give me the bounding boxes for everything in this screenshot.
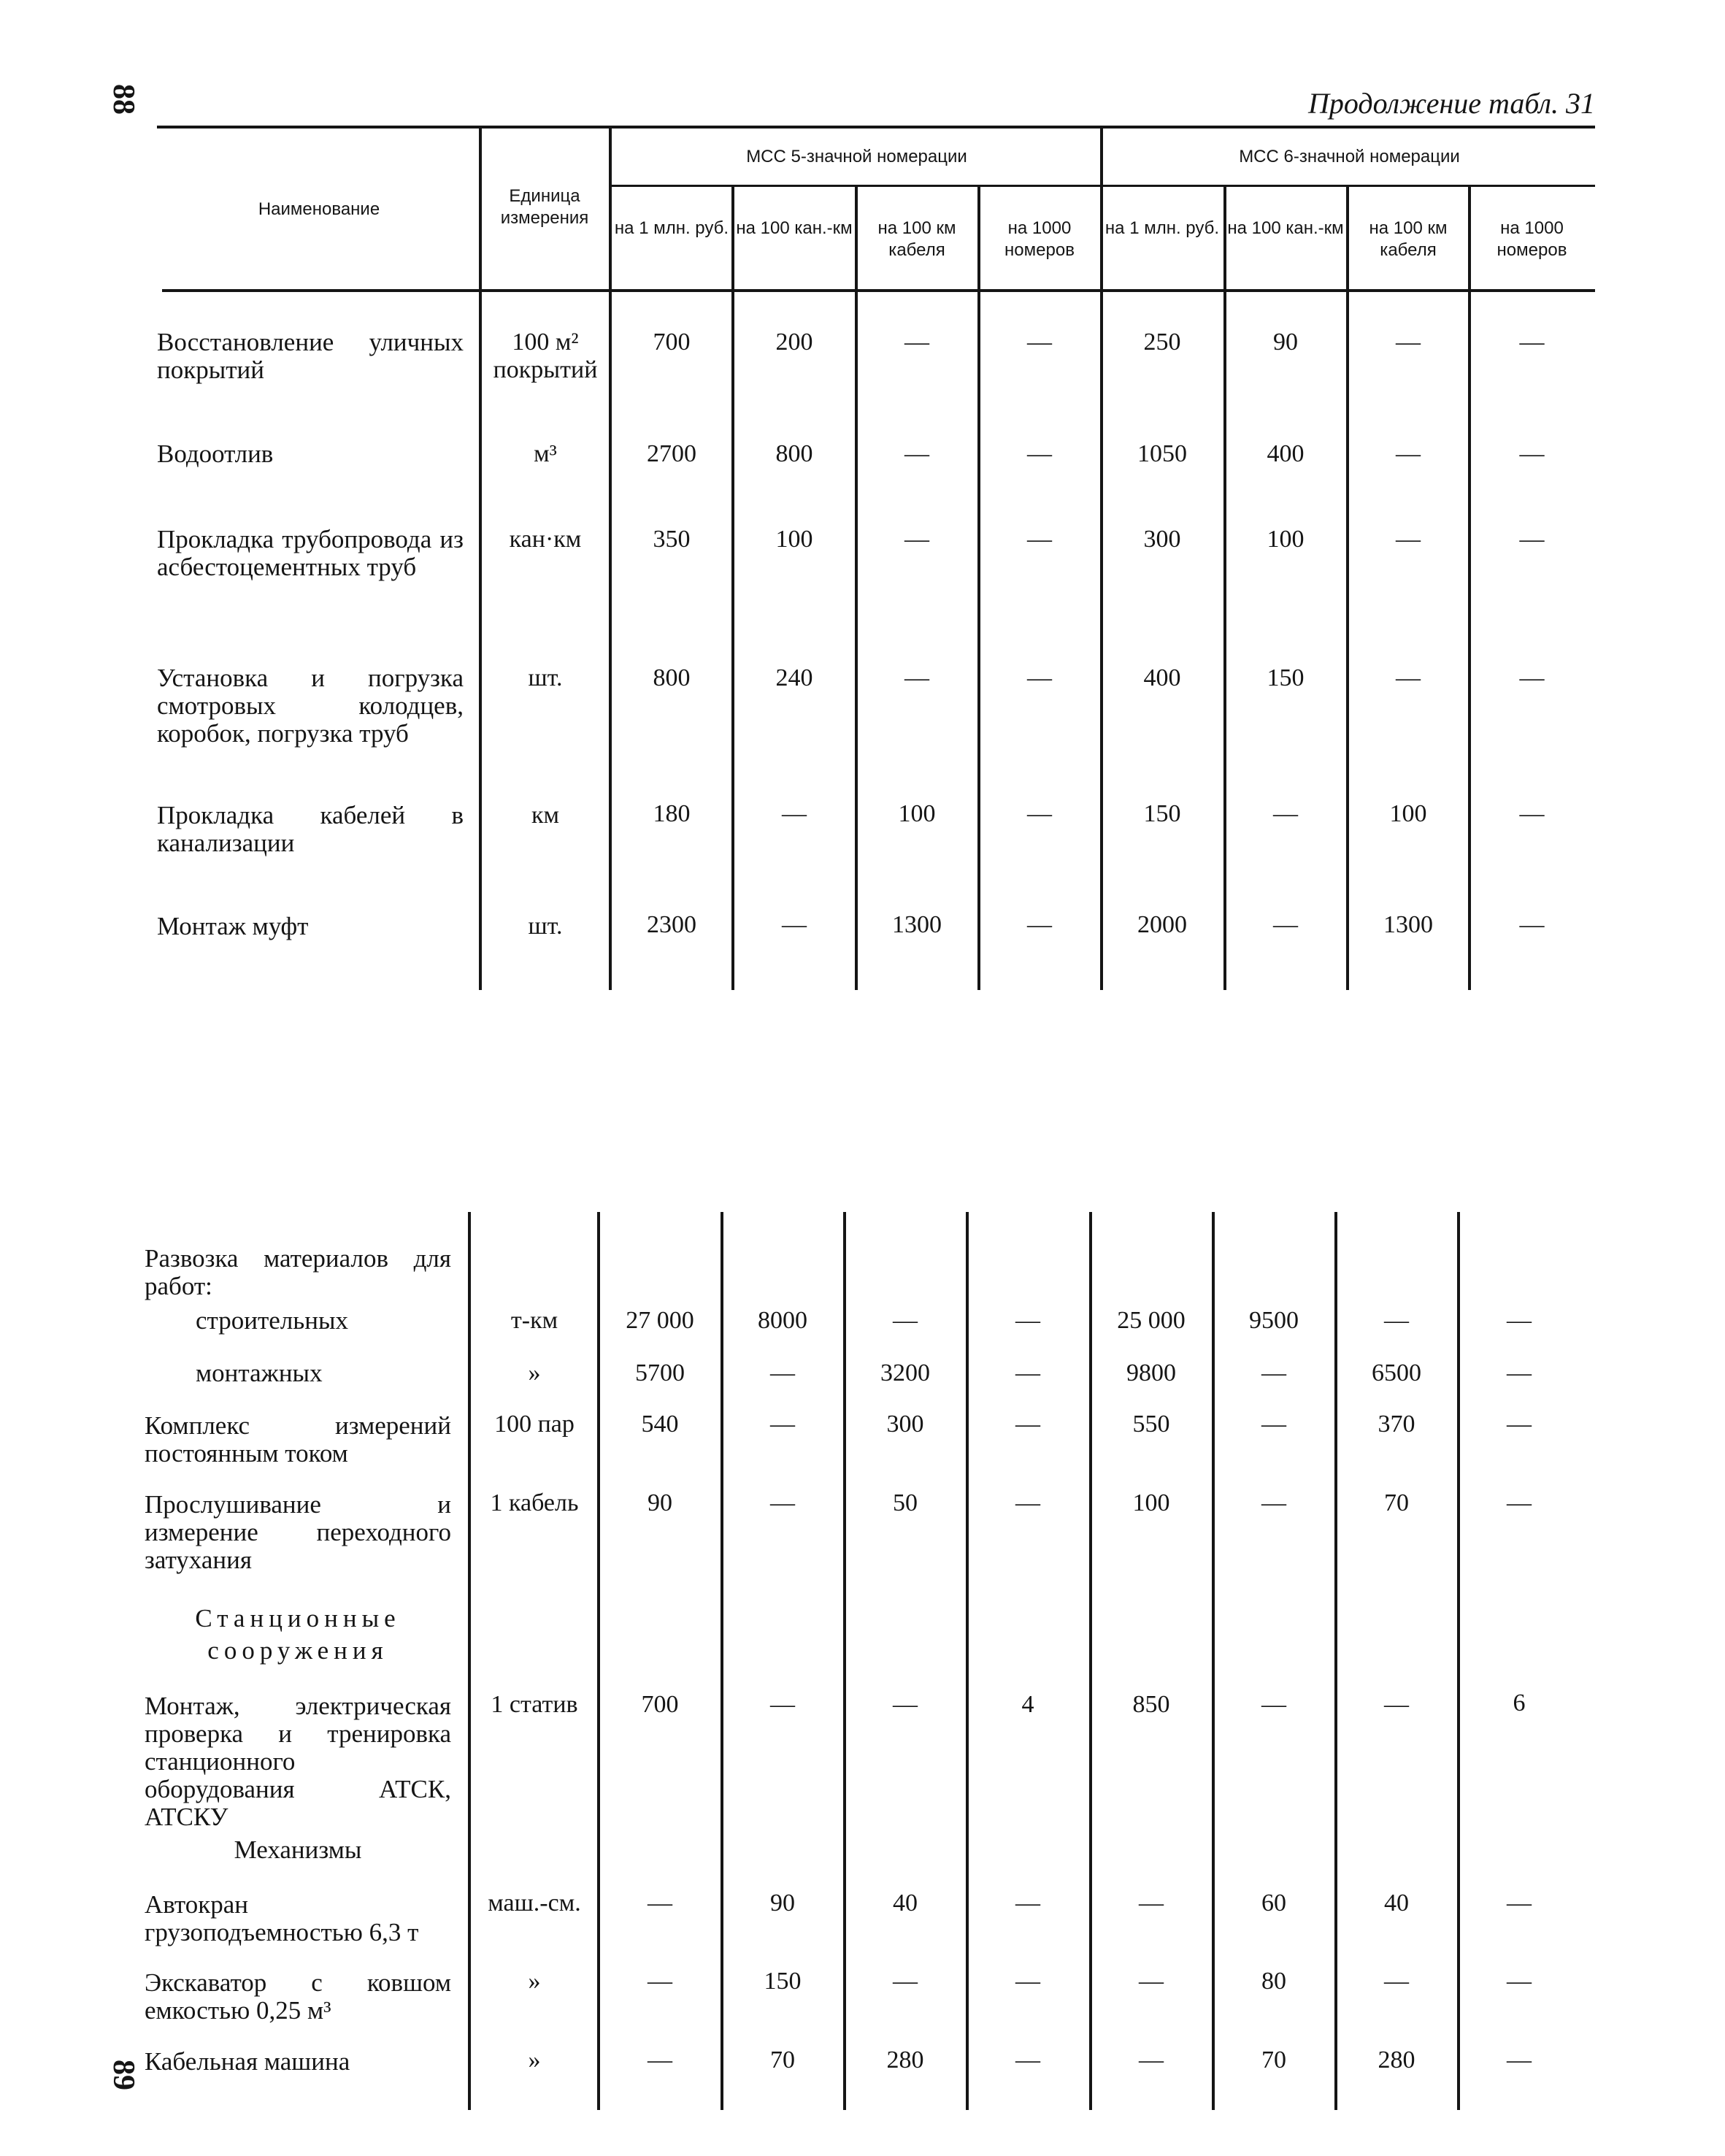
heading-materials: Развозка материалов для работ: [145,1244,451,1300]
section-station: Станционные сооружения [195,1604,401,1665]
row-unit: » [528,2046,541,2073]
page-number-top: 88 [107,84,140,115]
row-value: 2300 [647,911,696,938]
row-name: монтажных [196,1359,323,1387]
table-caption: Продолжение табл. 31 [1307,87,1595,120]
row-value: — [1519,911,1545,938]
row-value: — [782,800,807,827]
row-value: — [1139,1968,1164,1995]
row-value: 800 [775,440,813,467]
row-value: — [1015,1489,1040,1516]
row-value: 9800 [1126,1359,1176,1386]
row-value: — [782,911,807,938]
row-unit: кан·км [509,526,582,553]
row-value: 540 [641,1411,679,1438]
row-value: — [1015,1968,1040,1995]
row-value: 800 [653,664,691,691]
row-value: 40 [1384,1890,1409,1917]
row-value: 150 [764,1968,802,1995]
row-value: — [1507,1489,1532,1516]
row-value: — [1396,329,1421,356]
row-unit: м³ [534,440,557,467]
row-value: — [770,1411,795,1438]
row-value: 100 [1132,1489,1170,1516]
row-value: — [1139,1890,1164,1917]
row-name: Кабельная машина [145,2047,350,2076]
row-value: — [1519,526,1545,553]
row-name: Восстановление уличных покрытий [157,328,464,384]
row-value: 90 [1273,329,1298,356]
row-value: — [770,1489,795,1516]
row-unit: км [531,802,560,829]
header-col-5-3: на 100 км кабеля [877,218,956,260]
row-value: 550 [1132,1411,1170,1438]
group-divider-rule [612,185,1595,187]
row-value: — [1027,526,1052,553]
row-value: — [904,664,929,691]
row-value: — [1507,1411,1532,1438]
row-value: 70 [1261,2046,1286,2073]
table2-col-divider [468,1212,471,2110]
row-value: — [904,440,929,467]
header-col-6-1: на 1 млн. руб. [1104,218,1220,238]
row-value: — [1261,1489,1286,1516]
table2-col-divider [597,1212,600,2110]
row-value: — [1027,440,1052,467]
row-name: Установка и погрузка смотровых колодцев, коробок, погрузка труб [157,664,464,748]
table1-col-divider [1100,128,1103,990]
row-value: 100 [775,526,813,553]
table1-col-divider [609,128,612,990]
row-value: — [1519,800,1545,827]
row-value: — [648,1890,672,1917]
header-col-6-3: на 100 км кабеля [1369,218,1448,260]
row-value: 1050 [1137,440,1187,467]
table1-col-divider [1468,187,1471,990]
row-value: 250 [1143,329,1181,356]
row-value: — [1519,329,1545,356]
row-value: — [904,526,929,553]
row-value: — [1139,2046,1164,2073]
row-value: — [1507,1359,1532,1386]
section-mech: Механизмы [234,1835,362,1864]
row-value: — [1273,911,1298,938]
row-value: 300 [1143,526,1181,553]
header-unit: Единица измерения [500,186,589,228]
row-value: — [1384,1691,1409,1718]
row-value: 50 [893,1489,918,1516]
row-value: 1300 [1383,911,1433,938]
row-value: 70 [770,2046,795,2073]
row-value: — [1261,1359,1286,1386]
table2-col-divider [1089,1212,1092,2110]
row-value: 700 [653,329,691,356]
row-name: Автокран грузоподъемностью 6,3 т [145,1890,419,1946]
row-value: — [1507,2046,1532,2073]
row-unit: 100 м² покрытий [493,329,598,383]
row-value: 1300 [892,911,942,938]
row-value: 4 [1021,1691,1034,1718]
row-unit: 100 пар [494,1411,575,1438]
row-value: — [648,2046,672,2073]
row-value: 100 [898,800,936,827]
page-number-bottom: 89 [107,2060,140,2090]
row-name: Прокладка трубопровода из асбестоцементных труб [157,525,464,581]
row-value: 180 [653,800,691,827]
row-value: 3200 [880,1359,930,1386]
row-value: — [1015,1411,1040,1438]
row-value: — [1015,1359,1040,1386]
row-value: — [1027,329,1052,356]
row-value: 150 [1143,800,1181,827]
row-value: 240 [775,664,813,691]
row-value: — [1015,1307,1040,1334]
row-value: — [1261,1411,1286,1438]
row-name: Водоотлив [157,440,274,468]
row-value: 400 [1267,440,1305,467]
row-value: — [648,1968,672,1995]
row-name: Прослушивание и измерение переходного затухания [145,1490,451,1574]
row-value: — [1396,440,1421,467]
row-value: — [770,1359,795,1386]
row-value: 80 [1261,1968,1286,1995]
row-value: — [1519,440,1545,467]
row-value: 350 [653,526,691,553]
row-unit: » [528,1968,541,1995]
table2-col-divider [1212,1212,1215,2110]
row-value: 6500 [1372,1359,1421,1386]
header-col-5-2: на 100 кан.-км [736,218,853,238]
row-unit: шт. [528,664,563,691]
table2-col-divider [721,1212,723,2110]
row-value: 27 000 [626,1307,694,1334]
header-bottom-rule [162,289,1595,292]
row-value: 40 [893,1890,918,1917]
header-top-rule [157,126,1595,128]
row-value: — [1519,664,1545,691]
header-group-6: МСС 6-значной номерации [1239,147,1460,166]
row-value: 850 [1132,1691,1170,1718]
row-value: 70 [1384,1489,1409,1516]
row-value: — [1384,1307,1409,1334]
row-value: 2700 [647,440,696,467]
table1-col-divider [855,187,858,990]
row-value: 5700 [635,1359,685,1386]
header-col-6-2: на 100 кан.-км [1227,218,1344,238]
row-value: — [1027,800,1052,827]
row-value: 25 000 [1117,1307,1186,1334]
row-value: — [1384,1968,1409,1995]
row-value: 2000 [1137,911,1187,938]
row-value: — [1015,1890,1040,1917]
row-name: Прокладка кабелей в канализации [157,801,464,857]
row-value: 100 [1389,800,1427,827]
row-value: — [1507,1890,1532,1917]
row-value: — [770,1691,795,1718]
row-unit: 1 статив [491,1691,578,1718]
row-unit: т-км [510,1307,558,1334]
row-value: — [893,1691,918,1718]
row-value: — [1261,1691,1286,1718]
row-value: — [1507,1968,1532,1995]
row-value: 8000 [758,1307,807,1334]
header-col-6-4: на 1000 номеров [1497,218,1567,260]
table1-col-divider [977,187,980,990]
row-value: — [1396,526,1421,553]
row-name: Монтаж, электрическая проверка и тренировка станционного оборудования АТСК, АТСКУ [145,1692,451,1831]
row-value: 280 [886,2046,924,2073]
row-value: — [893,1968,918,1995]
row-value: — [1273,800,1298,827]
row-value: 90 [648,1489,672,1516]
row-value: 400 [1143,664,1181,691]
row-value: 200 [775,329,813,356]
row-value: — [1027,664,1052,691]
header-group-5: МСС 5-значной номерации [746,147,967,166]
row-name: Монтаж муфт [157,912,309,940]
table1-col-divider [479,128,482,990]
row-value: 300 [886,1411,924,1438]
row-value: 90 [770,1890,795,1917]
row-value: — [893,1307,918,1334]
row-value: 9500 [1249,1307,1299,1334]
row-value: 280 [1378,2046,1415,2073]
table1-col-divider [731,187,734,990]
table2-col-divider [966,1212,969,2110]
row-value: 150 [1267,664,1305,691]
table1-col-divider [1346,187,1349,990]
table2-col-divider [1457,1212,1460,2110]
row-value: — [1027,911,1052,938]
table2-col-divider [843,1212,846,2110]
row-value: 60 [1261,1890,1286,1917]
row-name: Экскаватор с ковшом емкостью 0,25 м³ [145,1968,451,2025]
header-col-5-4: на 1000 номеров [1004,218,1075,260]
row-value: 700 [641,1691,679,1718]
header-col-5-1: на 1 млн. руб. [614,218,729,238]
table1-col-divider [1223,187,1226,990]
row-value: — [1396,664,1421,691]
row-value: — [904,329,929,356]
row-value: — [1015,2046,1040,2073]
row-unit: шт. [528,913,563,940]
row-name: строительных [196,1306,348,1335]
row-value: 370 [1378,1411,1415,1438]
row-unit: маш.-см. [488,1890,581,1917]
row-unit: » [528,1359,541,1386]
table2-col-divider [1334,1212,1337,2110]
row-name: Комплекс измерений постоянным током [145,1411,451,1468]
row-value: — [1507,1307,1532,1334]
header-name: Наименование [258,199,380,219]
row-unit: 1 кабель [490,1489,579,1516]
row-value: 6 [1513,1689,1526,1716]
row-value: 100 [1267,526,1305,553]
